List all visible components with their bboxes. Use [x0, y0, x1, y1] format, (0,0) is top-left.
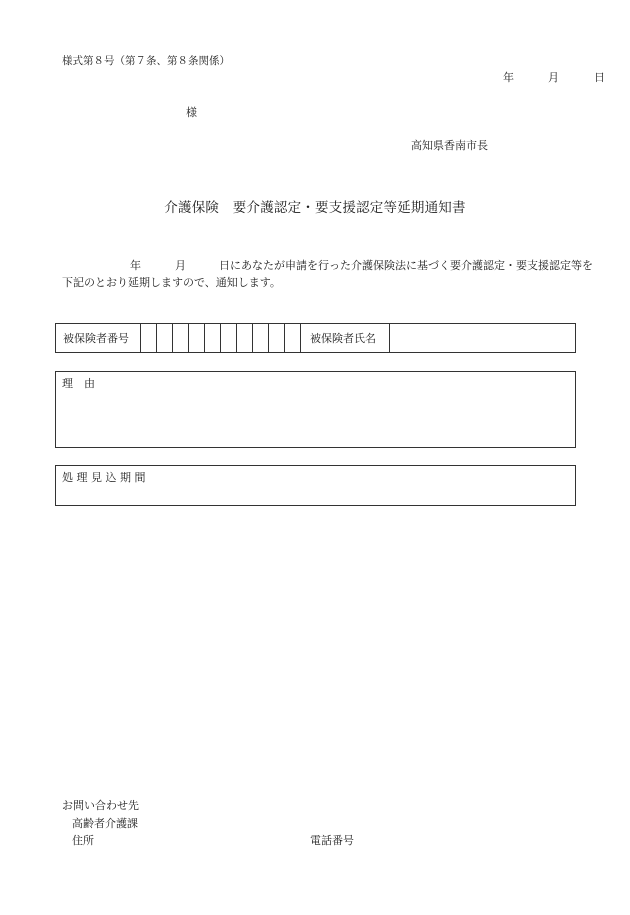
reason-box[interactable]: [55, 371, 576, 448]
date-month-label: 月: [548, 71, 559, 84]
insured-number-digit-box[interactable]: [157, 324, 173, 352]
insured-name-field[interactable]: [390, 324, 575, 352]
insured-name-label: 被保険者氏名: [301, 324, 390, 352]
issuer-name: 高知県香南市長: [411, 139, 488, 152]
insured-number-digit-box[interactable]: [253, 324, 269, 352]
insured-number-digit-box[interactable]: [205, 324, 221, 352]
contact-phone-label: 電話番号: [310, 834, 354, 847]
insured-number-digit-box[interactable]: [269, 324, 285, 352]
body-year-label: 年: [130, 259, 141, 272]
body-text-line-2: 下記のとおり延期しますので、通知します。: [62, 276, 281, 289]
addressee-suffix: 様: [186, 106, 197, 119]
insured-number-digit-box[interactable]: [173, 324, 189, 352]
insured-number-label: 被保険者番号: [56, 324, 141, 352]
body-text-line-1: 日にあなたが申請を行った介護保険法に基づく要介護認定・要支援認定等を: [219, 259, 593, 272]
reason-label: 理 由: [62, 377, 95, 390]
contact-heading: お問い合わせ先: [62, 799, 139, 812]
insured-number-digit-box[interactable]: [189, 324, 205, 352]
form-number: 様式第８号（第７条、第８条関係）: [62, 55, 230, 67]
contact-department: 高齢者介護課: [72, 817, 138, 830]
insured-info-table: [55, 323, 576, 353]
body-month-label: 月: [175, 259, 186, 272]
insured-number-digit-box[interactable]: [285, 324, 301, 352]
insured-number-digit-box[interactable]: [237, 324, 253, 352]
processing-period-box[interactable]: [55, 465, 576, 506]
insured-number-digit-box[interactable]: [141, 324, 157, 352]
date-day-label: 日: [594, 71, 605, 84]
insured-number-digit-box[interactable]: [221, 324, 237, 352]
document-title: 介護保険 要介護認定・要支援認定等延期通知書: [164, 200, 466, 216]
contact-address-label: 住所: [72, 834, 94, 847]
date-year-label: 年: [503, 71, 514, 84]
processing-period-label: 処 理 見 込 期 間: [62, 471, 146, 484]
